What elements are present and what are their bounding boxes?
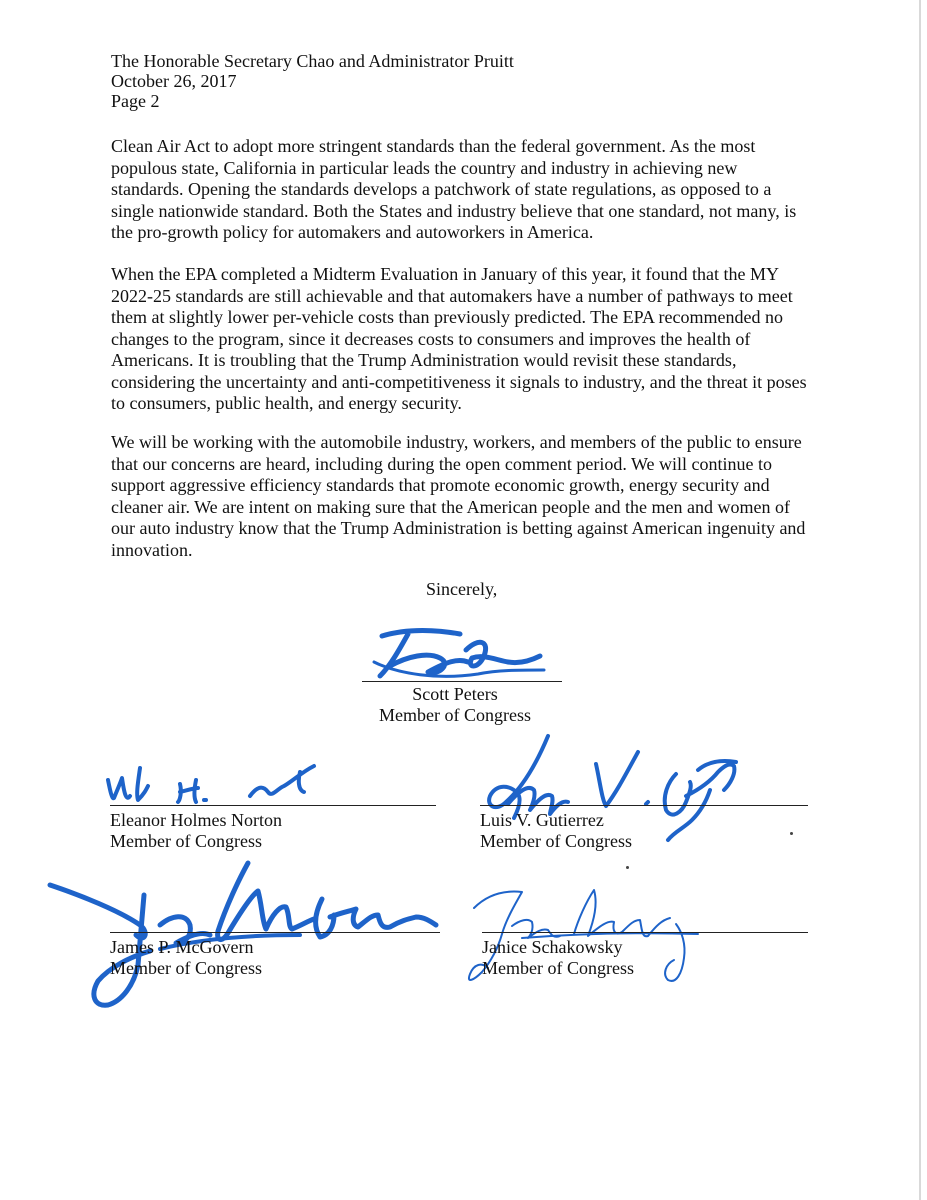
closing-salutation: Sincerely, — [426, 579, 498, 599]
text-line: Americans. It is troubling that the Trump Administration would revisit these standards, — [111, 350, 737, 370]
text-line: When the EPA completed a Midterm Evaluation in January of this year, it found that the MY — [111, 264, 779, 284]
paragraph-clean-air-act — [111, 136, 811, 244]
signature-line — [482, 932, 808, 933]
text-line: 2022-25 standards are still achievable and that automakers have a number of pathways to meet — [111, 285, 793, 306]
signatory-name: James P. McGovern — [110, 937, 254, 957]
text-line: populous state, California in particular leads the country and industry in achieving new — [111, 157, 738, 178]
signatory-title: Member of Congress — [110, 831, 262, 851]
ink-speck — [790, 832, 793, 835]
text-line: our auto industry know that the Trump Administration is betting against American ingenuity and — [111, 518, 806, 538]
signature-eleanor-holmes-norton — [100, 758, 330, 808]
page-number: Page 2 — [111, 91, 160, 111]
signatory-scott-peters — [345, 684, 565, 726]
paragraph-commitment — [111, 432, 811, 561]
text-line: cleaner air. We are intent on making sure that the American people and the men and women of — [111, 496, 790, 517]
recipient-line: The Honorable Secretary Chao and Administrator Pruitt — [111, 51, 514, 71]
ink-speck — [626, 866, 629, 869]
signature-scott-peters — [368, 622, 548, 688]
text-line: We will be working with the automobile industry, workers, and members of the public to ensure — [111, 432, 802, 452]
text-line: Clean Air Act to adopt more stringent standards than the federal government. As the most — [111, 136, 756, 156]
text-line: standards. Opening the standards develops a patchwork of state regulations, as opposed to a — [111, 179, 772, 199]
signature-line — [480, 805, 808, 806]
text-line: to consumers, public health, and energy security. — [111, 393, 462, 413]
letter-header — [111, 51, 514, 111]
signatory-eleanor-holmes-norton — [110, 810, 282, 852]
page-edge — [919, 0, 921, 1200]
text-line: innovation. — [111, 539, 193, 560]
signatory-james-p-mcgovern — [110, 937, 262, 979]
text-line: that our concerns are heard, including during the open comment period. We will continue to — [111, 453, 773, 474]
signatory-title: Member of Congress — [480, 831, 632, 851]
signatory-name: Scott Peters — [412, 684, 498, 704]
date-line: October 26, 2017 — [111, 71, 237, 91]
signature-line — [362, 681, 562, 682]
signatory-name: Janice Schakowsky — [482, 937, 623, 957]
signatory-janice-schakowsky — [482, 937, 634, 979]
text-line: the pro-growth policy for automakers and autoworkers in America. — [111, 222, 594, 242]
signature-line — [110, 932, 440, 933]
signatory-title: Member of Congress — [379, 705, 531, 725]
signatory-luis-v-gutierrez — [480, 810, 632, 852]
signatory-name: Luis V. Gutierrez — [480, 810, 604, 830]
text-line: changes to the program, since it decreases costs to consumers and improves the health of — [111, 328, 751, 349]
signature-line — [110, 805, 436, 806]
paragraph-midterm-evaluation — [111, 264, 811, 415]
signatory-title: Member of Congress — [110, 958, 262, 978]
signatory-name: Eleanor Holmes Norton — [110, 810, 282, 830]
signature-james-p-mcgovern — [40, 855, 440, 1015]
signatory-title: Member of Congress — [482, 958, 634, 978]
text-line: considering the uncertainty and anti-competitiveness it signals to industry, and the threat it poses — [111, 371, 807, 392]
text-line: them at slightly lower per-vehicle costs than previously predicted. The EPA recommended no — [111, 307, 783, 327]
text-line: support aggressive efficiency standards that promote economic growth, energy security and — [111, 475, 770, 495]
text-line: single nationwide standard. Both the States and industry believe that one standard, not many, is — [111, 200, 797, 221]
